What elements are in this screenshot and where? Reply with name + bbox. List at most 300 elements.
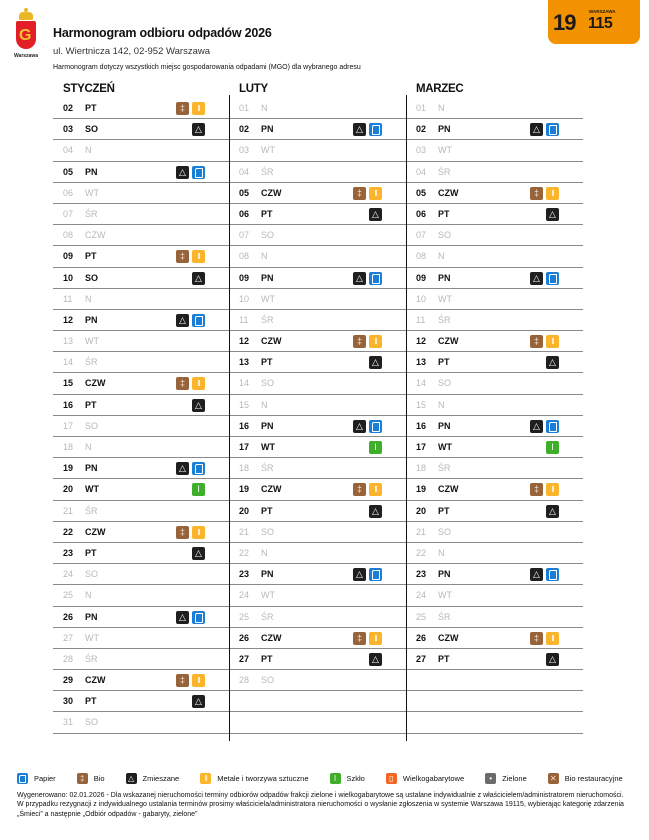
day-row bbox=[406, 607, 583, 628]
legend-item-green bbox=[485, 773, 527, 784]
day-number: 25 bbox=[239, 611, 250, 622]
day-number: 14 bbox=[416, 378, 427, 389]
waste-icons bbox=[353, 632, 382, 645]
glass-icon bbox=[369, 441, 382, 454]
weekday: N bbox=[438, 103, 445, 113]
weekday: CZW bbox=[85, 378, 106, 389]
day-row bbox=[229, 352, 406, 373]
weekday: ŚR bbox=[85, 505, 98, 516]
month-name: MARZEC bbox=[416, 83, 464, 95]
day-row bbox=[53, 395, 230, 416]
day-row bbox=[406, 501, 583, 522]
day-number: 14 bbox=[63, 357, 74, 368]
day-row bbox=[53, 691, 230, 712]
legend-item-bio bbox=[77, 773, 105, 784]
day-row bbox=[53, 649, 230, 670]
day-number: 01 bbox=[416, 103, 427, 113]
day-list bbox=[53, 98, 230, 734]
weekday: CZW bbox=[261, 336, 282, 347]
shield-icon bbox=[16, 21, 36, 49]
weekday: ŚR bbox=[261, 314, 274, 325]
day-row bbox=[229, 119, 406, 140]
day-number: 19 bbox=[416, 484, 427, 495]
day-row bbox=[53, 670, 230, 691]
bio-icon bbox=[530, 632, 543, 645]
day-number: 23 bbox=[63, 547, 74, 558]
day-row bbox=[53, 352, 230, 373]
weekday: PT bbox=[261, 208, 273, 219]
day-row bbox=[53, 225, 230, 246]
day-row bbox=[406, 416, 583, 437]
day-row bbox=[53, 585, 230, 606]
day-number: 14 bbox=[239, 378, 250, 389]
day-number: 04 bbox=[239, 166, 250, 177]
mixed-waste-icon bbox=[192, 547, 205, 560]
waste-icons bbox=[353, 420, 382, 433]
waste-icons bbox=[353, 335, 382, 348]
day-row bbox=[53, 543, 230, 564]
day-row bbox=[229, 373, 406, 394]
waste-icons bbox=[530, 420, 559, 433]
waste-icons bbox=[530, 568, 559, 581]
day-number: 06 bbox=[63, 187, 74, 198]
waste-icons bbox=[530, 483, 559, 496]
day-row bbox=[229, 670, 406, 691]
weekday: WT bbox=[261, 293, 275, 304]
day-row bbox=[53, 183, 230, 204]
column-divider bbox=[406, 95, 407, 741]
waste-icons bbox=[369, 356, 382, 369]
day-number: 12 bbox=[416, 336, 427, 347]
bio-icon bbox=[353, 632, 366, 645]
day-row bbox=[229, 607, 406, 628]
day-row bbox=[406, 543, 583, 564]
legend-label: Zielone bbox=[502, 774, 527, 783]
day-row bbox=[229, 564, 406, 585]
legend-item-biorest bbox=[548, 773, 623, 784]
day-number: 05 bbox=[416, 187, 427, 198]
day-number: 11 bbox=[63, 293, 73, 304]
waste-icons bbox=[176, 377, 205, 390]
weekday: WT bbox=[261, 442, 275, 452]
weekday: SO bbox=[85, 717, 99, 728]
day-row bbox=[229, 522, 406, 543]
day-number: 23 bbox=[416, 569, 427, 580]
legend-label: Metale i tworzywa sztuczne bbox=[217, 774, 309, 783]
day-number: 25 bbox=[63, 590, 74, 601]
metal-plastic-icon bbox=[192, 102, 205, 115]
mixed-waste-icon bbox=[176, 314, 189, 327]
weekday: CZW bbox=[438, 632, 459, 643]
metal-plastic-icon bbox=[369, 335, 382, 348]
waste-icons bbox=[176, 611, 205, 624]
day-number: 08 bbox=[63, 230, 74, 241]
weekday: ŚR bbox=[438, 314, 451, 325]
bio-restaurant-icon bbox=[548, 773, 559, 784]
day-number: 10 bbox=[63, 272, 74, 283]
paper-icon bbox=[546, 272, 559, 285]
warsaw-coat-of-arms-logo bbox=[15, 12, 37, 62]
day-number: 13 bbox=[416, 357, 427, 368]
mixed-waste-icon bbox=[353, 420, 366, 433]
day-number: 28 bbox=[239, 675, 250, 686]
day-row bbox=[53, 162, 230, 183]
day-row bbox=[229, 437, 406, 458]
legend-label: Papier bbox=[34, 774, 56, 783]
paper-icon bbox=[546, 568, 559, 581]
bio-icon bbox=[353, 335, 366, 348]
weekday: PN bbox=[438, 420, 451, 431]
day-number: 08 bbox=[239, 251, 250, 262]
calendar-months bbox=[53, 80, 599, 742]
day-number: 15 bbox=[63, 378, 74, 389]
mixed-waste-icon bbox=[353, 123, 366, 136]
day-number: 09 bbox=[239, 272, 250, 283]
waste-icons bbox=[546, 441, 559, 454]
bio-icon bbox=[530, 483, 543, 496]
day-row bbox=[406, 479, 583, 500]
waste-icons bbox=[546, 208, 559, 221]
day-row bbox=[406, 119, 583, 140]
schedule-note: Harmonogram dotyczy wszystkich miejsc gospodarowania odpadami (MGO) dla wybranego adresu bbox=[53, 64, 361, 71]
weekday: PT bbox=[85, 251, 97, 262]
day-number: 10 bbox=[416, 293, 427, 304]
weekday: SO bbox=[85, 272, 99, 283]
weekday: ŚR bbox=[438, 166, 451, 177]
legend-label: Zmieszane bbox=[142, 774, 180, 783]
mixed-waste-icon bbox=[126, 773, 137, 784]
metal-plastic-icon bbox=[369, 483, 382, 496]
waste-icons bbox=[353, 123, 382, 136]
day-number: 16 bbox=[239, 420, 250, 431]
weekday: PT bbox=[85, 399, 97, 410]
day-row bbox=[406, 437, 583, 458]
day-number: 27 bbox=[63, 632, 74, 643]
day-number: 17 bbox=[63, 420, 74, 431]
day-row bbox=[53, 712, 230, 733]
paper-icon bbox=[369, 272, 382, 285]
metal-plastic-icon bbox=[546, 335, 559, 348]
waste-icons bbox=[530, 335, 559, 348]
day-row bbox=[229, 183, 406, 204]
day-row bbox=[406, 373, 583, 394]
day-row bbox=[406, 670, 583, 691]
day-row bbox=[53, 204, 230, 225]
paper-icon bbox=[192, 166, 205, 179]
mixed-waste-icon bbox=[353, 272, 366, 285]
day-number: 17 bbox=[239, 442, 250, 452]
weekday: N bbox=[85, 145, 92, 156]
day-number: 27 bbox=[416, 653, 427, 664]
day-row bbox=[406, 628, 583, 649]
bio-icon bbox=[176, 674, 189, 687]
bio-icon bbox=[530, 335, 543, 348]
day-row bbox=[406, 585, 583, 606]
day-row bbox=[406, 183, 583, 204]
day-number: 20 bbox=[239, 505, 250, 516]
day-number: 21 bbox=[63, 505, 74, 516]
mixed-waste-icon bbox=[530, 568, 543, 581]
legend-item-metal bbox=[200, 773, 308, 784]
weekday: N bbox=[261, 251, 268, 262]
weekday: PT bbox=[438, 653, 450, 664]
badge-number-115: 115 bbox=[588, 15, 613, 32]
waste-icons bbox=[192, 399, 205, 412]
mixed-waste-icon bbox=[546, 208, 559, 221]
paper-icon bbox=[192, 314, 205, 327]
month-january bbox=[53, 80, 230, 734]
day-number: 06 bbox=[416, 208, 427, 219]
day-number: 19 bbox=[63, 463, 74, 474]
waste-icons bbox=[176, 526, 205, 539]
day-row bbox=[406, 712, 583, 733]
page-title: Harmonogram odbioru odpadów 2026 bbox=[53, 26, 272, 40]
day-row bbox=[53, 140, 230, 161]
month-february bbox=[229, 80, 406, 734]
weekday: PN bbox=[85, 314, 98, 325]
weekday: N bbox=[438, 251, 445, 262]
day-number: 18 bbox=[416, 463, 427, 474]
day-number: 20 bbox=[63, 484, 74, 495]
day-number: 28 bbox=[63, 653, 74, 664]
day-row bbox=[229, 543, 406, 564]
crown-icon bbox=[19, 12, 33, 20]
legend-label: Bio bbox=[93, 774, 105, 783]
day-row bbox=[53, 437, 230, 458]
badge-number-19: 19 bbox=[553, 10, 576, 35]
day-number: 11 bbox=[416, 314, 426, 325]
day-row bbox=[53, 289, 230, 310]
day-row bbox=[406, 98, 583, 119]
day-number: 15 bbox=[416, 399, 427, 410]
day-row bbox=[406, 691, 583, 712]
logo-city-label: Warszawa bbox=[14, 53, 38, 59]
day-row bbox=[53, 416, 230, 437]
weekday: WT bbox=[261, 590, 275, 601]
day-row bbox=[53, 564, 230, 585]
day-number: 10 bbox=[239, 293, 250, 304]
weekday: PT bbox=[261, 653, 273, 664]
day-row bbox=[53, 246, 230, 267]
metal-plastic-icon bbox=[546, 483, 559, 496]
weekday: WT bbox=[438, 442, 452, 452]
weekday: PN bbox=[261, 569, 274, 580]
day-row bbox=[229, 585, 406, 606]
weekday: CZW bbox=[261, 632, 282, 643]
day-number: 23 bbox=[239, 569, 250, 580]
weekday: PN bbox=[261, 420, 274, 431]
bio-icon bbox=[77, 773, 88, 784]
weekday: N bbox=[85, 442, 92, 452]
paper-icon bbox=[369, 568, 382, 581]
weekday: CZW bbox=[85, 526, 106, 537]
waste-icons bbox=[176, 314, 205, 327]
weekday: ŚR bbox=[438, 463, 451, 474]
glass-icon bbox=[330, 773, 341, 784]
legend-item-bulky bbox=[386, 773, 464, 784]
metal-plastic-icon bbox=[200, 773, 211, 784]
waste-icons bbox=[546, 505, 559, 518]
weekday: N bbox=[438, 399, 445, 410]
green-waste-icon bbox=[485, 773, 496, 784]
day-number: 22 bbox=[239, 547, 250, 558]
waste-icons bbox=[176, 102, 205, 115]
weekday: PN bbox=[438, 569, 451, 580]
paper-icon bbox=[546, 420, 559, 433]
day-number: 19 bbox=[239, 484, 250, 495]
weekday: ŚR bbox=[438, 611, 451, 622]
day-number: 22 bbox=[416, 547, 427, 558]
weekday: CZW bbox=[261, 484, 282, 495]
day-row bbox=[229, 458, 406, 479]
day-row bbox=[53, 479, 230, 500]
mixed-waste-icon bbox=[176, 462, 189, 475]
badge-city: WARSZAWA bbox=[589, 9, 616, 14]
waste-icons bbox=[176, 250, 205, 263]
month-name: LUTY bbox=[239, 83, 268, 95]
mixed-waste-icon bbox=[530, 272, 543, 285]
waste-icons bbox=[192, 483, 205, 496]
waste-icons bbox=[369, 441, 382, 454]
day-number: 26 bbox=[416, 632, 427, 643]
bio-icon bbox=[176, 377, 189, 390]
legend-label: Szkło bbox=[346, 774, 365, 783]
weekday: N bbox=[261, 399, 268, 410]
mixed-waste-icon bbox=[192, 272, 205, 285]
day-number: 24 bbox=[63, 569, 74, 580]
weekday: ŚR bbox=[261, 166, 274, 177]
weekday: WT bbox=[85, 632, 99, 643]
column-divider bbox=[229, 95, 230, 741]
bio-icon bbox=[176, 102, 189, 115]
metal-plastic-icon bbox=[192, 250, 205, 263]
day-row bbox=[229, 289, 406, 310]
mixed-waste-icon bbox=[369, 653, 382, 666]
day-number: 02 bbox=[416, 124, 427, 135]
day-row bbox=[53, 268, 230, 289]
waste-icons bbox=[192, 695, 205, 708]
day-number: 02 bbox=[239, 124, 250, 135]
day-number: 21 bbox=[239, 526, 250, 537]
day-number: 06 bbox=[239, 208, 250, 219]
mixed-waste-icon bbox=[192, 695, 205, 708]
day-number: 22 bbox=[63, 526, 74, 537]
day-number: 07 bbox=[416, 230, 427, 241]
day-number: 12 bbox=[63, 314, 74, 325]
legend-label: Bio restauracyjne bbox=[564, 774, 623, 783]
waste-icons bbox=[369, 208, 382, 221]
waste-icons bbox=[530, 272, 559, 285]
mixed-waste-icon bbox=[192, 399, 205, 412]
mixed-waste-icon bbox=[176, 166, 189, 179]
waste-icons bbox=[369, 505, 382, 518]
mixed-waste-icon bbox=[192, 123, 205, 136]
weekday: PN bbox=[85, 166, 98, 177]
month-name: STYCZEŃ bbox=[63, 83, 115, 95]
day-row bbox=[53, 373, 230, 394]
warszawa-19115-badge bbox=[548, 0, 640, 44]
day-number: 29 bbox=[63, 675, 74, 686]
day-row bbox=[406, 162, 583, 183]
day-row bbox=[53, 310, 230, 331]
weekday: PT bbox=[85, 547, 97, 558]
weekday: CZW bbox=[85, 675, 106, 686]
waste-icons bbox=[369, 653, 382, 666]
weekday: SO bbox=[85, 420, 99, 431]
weekday: ŚR bbox=[261, 611, 274, 622]
day-row bbox=[229, 416, 406, 437]
weekday: PT bbox=[438, 208, 450, 219]
weekday: PN bbox=[438, 272, 451, 283]
day-row bbox=[229, 691, 406, 712]
day-number: 16 bbox=[63, 399, 74, 410]
waste-icons bbox=[353, 272, 382, 285]
weekday: SO bbox=[261, 526, 275, 537]
mixed-waste-icon bbox=[546, 653, 559, 666]
day-number: 25 bbox=[416, 611, 427, 622]
weekday: N bbox=[85, 293, 92, 304]
legend-label: Wielkogabarytowe bbox=[402, 774, 465, 783]
mixed-waste-icon bbox=[546, 356, 559, 369]
weekday: SO bbox=[438, 526, 452, 537]
waste-icons bbox=[546, 653, 559, 666]
weekday: SO bbox=[85, 124, 99, 135]
day-number: 18 bbox=[63, 442, 74, 452]
waste-icons bbox=[192, 123, 205, 136]
day-row bbox=[53, 522, 230, 543]
day-row bbox=[406, 225, 583, 246]
month-march bbox=[406, 80, 583, 734]
day-number: 07 bbox=[239, 230, 250, 241]
weekday: N bbox=[261, 103, 268, 113]
day-row bbox=[406, 310, 583, 331]
day-number: 27 bbox=[239, 653, 250, 664]
day-number: 11 bbox=[239, 314, 249, 325]
weekday: PT bbox=[438, 357, 450, 368]
day-row bbox=[229, 246, 406, 267]
paper-icon bbox=[546, 123, 559, 136]
day-row bbox=[53, 628, 230, 649]
day-number: 04 bbox=[416, 166, 427, 177]
mixed-waste-icon bbox=[353, 568, 366, 581]
legend-item-paper bbox=[17, 773, 56, 784]
weekday: WT bbox=[85, 336, 99, 347]
paper-icon bbox=[369, 420, 382, 433]
metal-plastic-icon bbox=[369, 187, 382, 200]
day-number: 24 bbox=[416, 590, 427, 601]
metal-plastic-icon bbox=[192, 377, 205, 390]
day-number: 31 bbox=[63, 717, 74, 728]
day-row bbox=[229, 712, 406, 733]
weekday: CZW bbox=[85, 230, 106, 241]
weekday: PN bbox=[438, 124, 451, 135]
paper-icon bbox=[192, 611, 205, 624]
weekday: CZW bbox=[438, 187, 459, 198]
weekday: SO bbox=[438, 230, 452, 241]
day-number: 13 bbox=[63, 336, 74, 347]
day-row bbox=[53, 119, 230, 140]
day-number: 05 bbox=[239, 187, 250, 198]
bio-icon bbox=[530, 187, 543, 200]
day-row bbox=[229, 140, 406, 161]
day-number: 26 bbox=[239, 632, 250, 643]
day-number: 09 bbox=[63, 251, 74, 262]
day-number: 03 bbox=[239, 145, 250, 156]
weekday: ŚR bbox=[85, 653, 98, 664]
bio-icon bbox=[176, 526, 189, 539]
weekday: SO bbox=[261, 230, 275, 241]
mixed-waste-icon bbox=[369, 505, 382, 518]
